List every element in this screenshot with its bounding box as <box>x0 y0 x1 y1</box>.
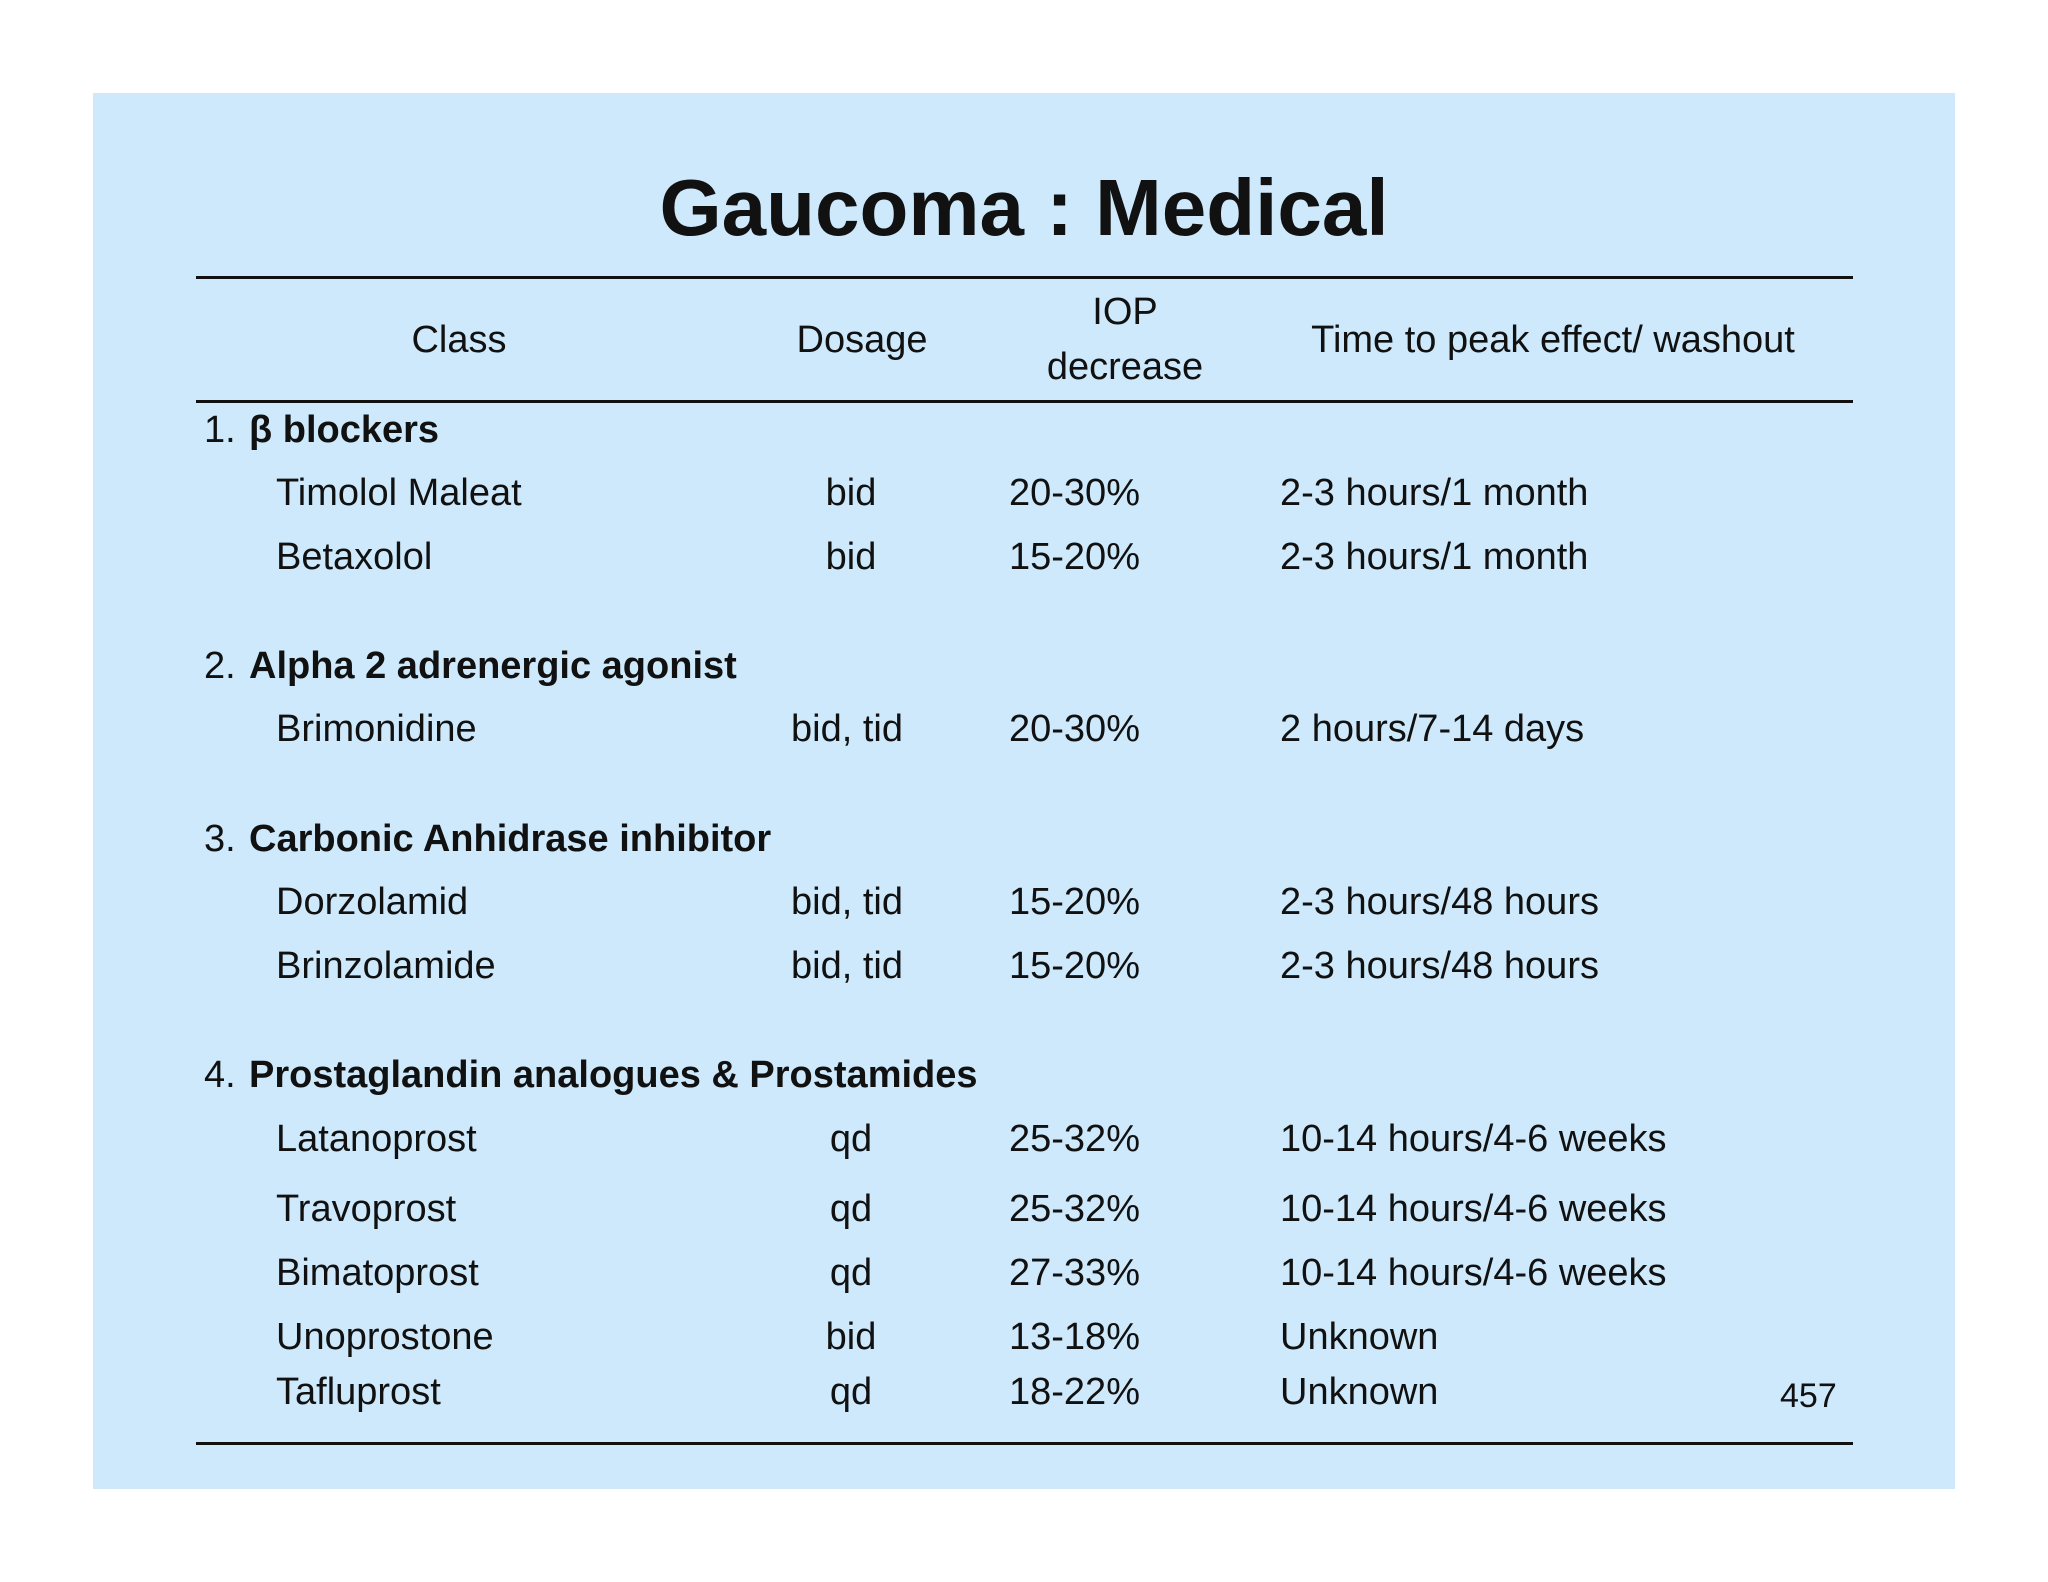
drug-time: Unknown <box>1280 1371 1439 1413</box>
header-bottom-rule <box>196 400 1853 403</box>
drug-time: 2 hours/7-14 days <box>1280 708 1585 750</box>
drug-time: 10-14 hours/4-6 weeks <box>1280 1188 1667 1230</box>
page-number: 457 <box>1780 1377 1837 1415</box>
drug-iop: 27-33% <box>1009 1252 1140 1294</box>
drug-dosage: qd <box>829 1252 873 1294</box>
group-number: 1. <box>204 409 236 451</box>
drug-iop: 20-30% <box>1009 708 1140 750</box>
slide-title: Gaucoma : Medical <box>659 163 1389 252</box>
drug-dosage: bid, tid <box>791 945 903 987</box>
group-name: Carbonic Anhidrase inhibitor <box>249 818 772 860</box>
drug-name: Dorzolamid <box>276 881 469 923</box>
drug-time: 2-3 hours/48 hours <box>1280 945 1599 987</box>
drug-name: Latanoprost <box>276 1118 477 1160</box>
group-name: Alpha 2 adrenergic agonist <box>249 645 737 687</box>
group-name: Prostaglandin analogues & Prostamides <box>249 1054 978 1096</box>
group-number: 2. <box>204 645 236 687</box>
drug-name: Brinzolamide <box>276 945 496 987</box>
drug-time: 2-3 hours/1 month <box>1280 536 1589 578</box>
column-header-iop-line2: decrease <box>1046 346 1204 388</box>
drug-name: Bimatoprost <box>276 1252 479 1294</box>
drug-time: 2-3 hours/1 month <box>1280 472 1589 514</box>
drug-name: Betaxolol <box>276 536 433 578</box>
drug-name: Travoprost <box>276 1188 457 1230</box>
group-number: 3. <box>204 818 236 860</box>
drug-name: Unoprostone <box>276 1316 494 1358</box>
drug-time: 2-3 hours/48 hours <box>1280 881 1599 923</box>
drug-dosage: bid <box>825 472 877 514</box>
table-bottom-rule <box>196 1442 1853 1445</box>
drug-time: 10-14 hours/4-6 weeks <box>1280 1118 1667 1160</box>
drug-iop: 15-20% <box>1009 881 1140 923</box>
drug-iop: 25-32% <box>1009 1188 1140 1230</box>
drug-name: Brimonidine <box>276 708 477 750</box>
drug-dosage: bid <box>825 1316 877 1358</box>
drug-name: Timolol Maleat <box>276 472 522 514</box>
drug-dosage: qd <box>829 1371 873 1413</box>
drug-dosage: qd <box>829 1118 873 1160</box>
group-name: β blockers <box>249 409 440 451</box>
drug-dosage: bid <box>825 536 877 578</box>
column-header-dosage: Dosage <box>796 319 928 361</box>
table-top-rule <box>196 276 1853 279</box>
drug-iop: 13-18% <box>1009 1316 1140 1358</box>
drug-dosage: bid, tid <box>791 708 903 750</box>
group-number: 4. <box>204 1054 236 1096</box>
drug-iop: 15-20% <box>1009 536 1140 578</box>
drug-iop: 20-30% <box>1009 472 1140 514</box>
drug-name: Tafluprost <box>276 1371 441 1413</box>
column-header-iop-line1: IOP <box>1092 291 1158 333</box>
drug-time: 10-14 hours/4-6 weeks <box>1280 1252 1667 1294</box>
drug-iop: 25-32% <box>1009 1118 1140 1160</box>
drug-iop: 15-20% <box>1009 945 1140 987</box>
drug-dosage: qd <box>829 1188 873 1230</box>
drug-time: Unknown <box>1280 1316 1439 1358</box>
drug-iop: 18-22% <box>1009 1371 1140 1413</box>
drug-dosage: bid, tid <box>791 881 903 923</box>
column-header-class: Class <box>411 319 507 361</box>
column-header-time: Time to peak effect/ washout <box>1311 319 1795 361</box>
